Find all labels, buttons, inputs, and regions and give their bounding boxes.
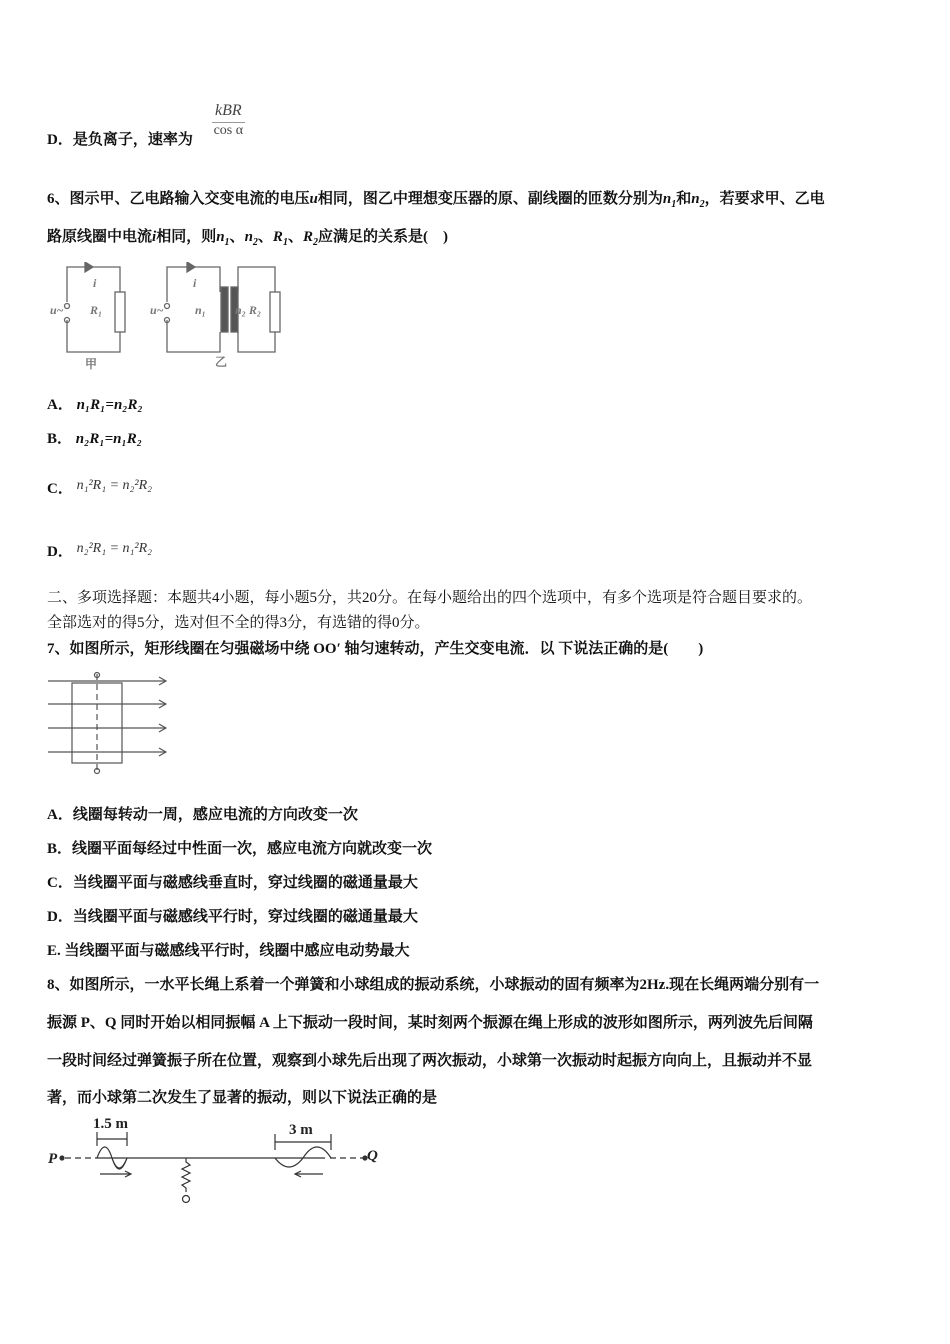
option-text: D．是负离子，速率为 <box>47 132 193 148</box>
label-jia: 甲 <box>85 357 98 371</box>
q6-option-b: B． n₂R₁=n₁R₂ <box>47 431 142 447</box>
q7-option-b: B．线圈平面每经过中性面一次，感应电流方向就改变一次 <box>47 841 433 857</box>
q6-stem-line1: 6、图示甲、乙电路输入交变电流的电压u相同，图乙中理想变压器的原、副线圈的匝数分别为$n_1$和$n_2$，若要求甲、乙电 <box>47 191 825 210</box>
label-q: Q <box>367 1148 378 1164</box>
label-n2-r2: n₂ R₂ <box>235 303 262 317</box>
label-1-5m: 1.5 m <box>93 1116 128 1132</box>
frac-denominator: cos α <box>213 123 244 138</box>
q8-stem-line3: 一段时间经过弹簧振子所在位置，观察到小球先后出现了两次振动，小球第一次振动时起振方向向上，且振动并不显 <box>47 1053 813 1069</box>
section2-heading-line2: 全部选对的得5分，选对但不全的得3分，有选错的得0分。 <box>47 615 430 631</box>
frac-numerator: kBR <box>212 102 245 123</box>
label-p: P <box>48 1151 58 1167</box>
label-3m: 3 m <box>289 1122 313 1138</box>
label-r1: R₁ <box>90 303 103 317</box>
q7-option-e: E. 当线圈平面与磁感线平行时，线圈中感应电动势最大 <box>47 943 410 959</box>
text: 路原线圈中电流 <box>47 229 153 245</box>
label-n1: n₁ <box>195 303 206 317</box>
label-yi: 乙 <box>215 355 228 369</box>
q7-option-d: D．当线圈平面与磁感线平行时，穿过线圈的磁通量最大 <box>47 909 418 925</box>
q7-option-a: A．线圈每转动一周，感应电流的方向改变一次 <box>47 807 358 823</box>
q8-stem-line4: 著，而小球第二次发生了显著的振动，则以下说法正确的是 <box>47 1090 438 1106</box>
text: ，若要求甲、乙电 <box>704 191 825 207</box>
fraction-kbr-cos <box>212 102 245 139</box>
text: 6、图示甲、乙电路输入交变电流的电压 <box>47 191 310 207</box>
q7-option-c: C．当线圈平面与磁感线垂直时，穿过线圈的磁通量最大 <box>47 875 418 891</box>
q7-stem: 7、如图所示，矩形线圈在匀强磁场中绕 OO′ 轴匀速转动，产生交变电流．以 下说法正确的是( ) <box>47 641 704 657</box>
circuit-figure <box>45 262 285 372</box>
q6-option-c: C． n₁²R₁ = n₂²R₂ <box>47 478 153 497</box>
rope-wave-figure <box>45 1112 385 1212</box>
q5-option-d <box>47 128 193 149</box>
label-u: u~ <box>50 303 64 317</box>
text: 相同，图乙中理想变压器的原、副线圈的匝数分别为 <box>317 191 663 207</box>
section2-heading-line1: 二、多项选择题：本题共4小题，每小题5分，共20分。在每小题给出的四个选项中，有多个选项是符合题目要求的。 <box>47 590 813 606</box>
q6-option-a: A． n₁R₁=n₂R₂ <box>47 397 143 413</box>
label-i: i <box>193 276 197 290</box>
var-i: i <box>152 229 157 245</box>
coil-in-field-figure <box>45 670 175 778</box>
label-u: u~ <box>150 303 164 317</box>
q8-stem-line1: 8、如图所示，一水平长绳上系着一个弹簧和小球组成的振动系统，小球振动的固有频率为2Hz.现在长绳两端分别有一 <box>47 977 820 993</box>
var-u: u <box>309 191 318 207</box>
label-i: i <box>93 276 97 290</box>
text: 应满足的关系是( ) <box>317 229 448 245</box>
q8-stem-line2: 振源 P、Q 同时开始以相同振幅 A 上下振动一段时间，某时刻两个振源在绳上形成的波形如图所示，两列波先后间隔 <box>47 1015 813 1031</box>
q6-stem-line2: 路原线圈中电流i相同，则$n_1$、$n_2$、$R_1$、$R_2$应满足的关系是( ) <box>47 229 448 248</box>
q6-option-d: D． n₂²R₁ = n₁²R₂ <box>47 541 153 560</box>
text: 相同，则 <box>156 229 217 245</box>
